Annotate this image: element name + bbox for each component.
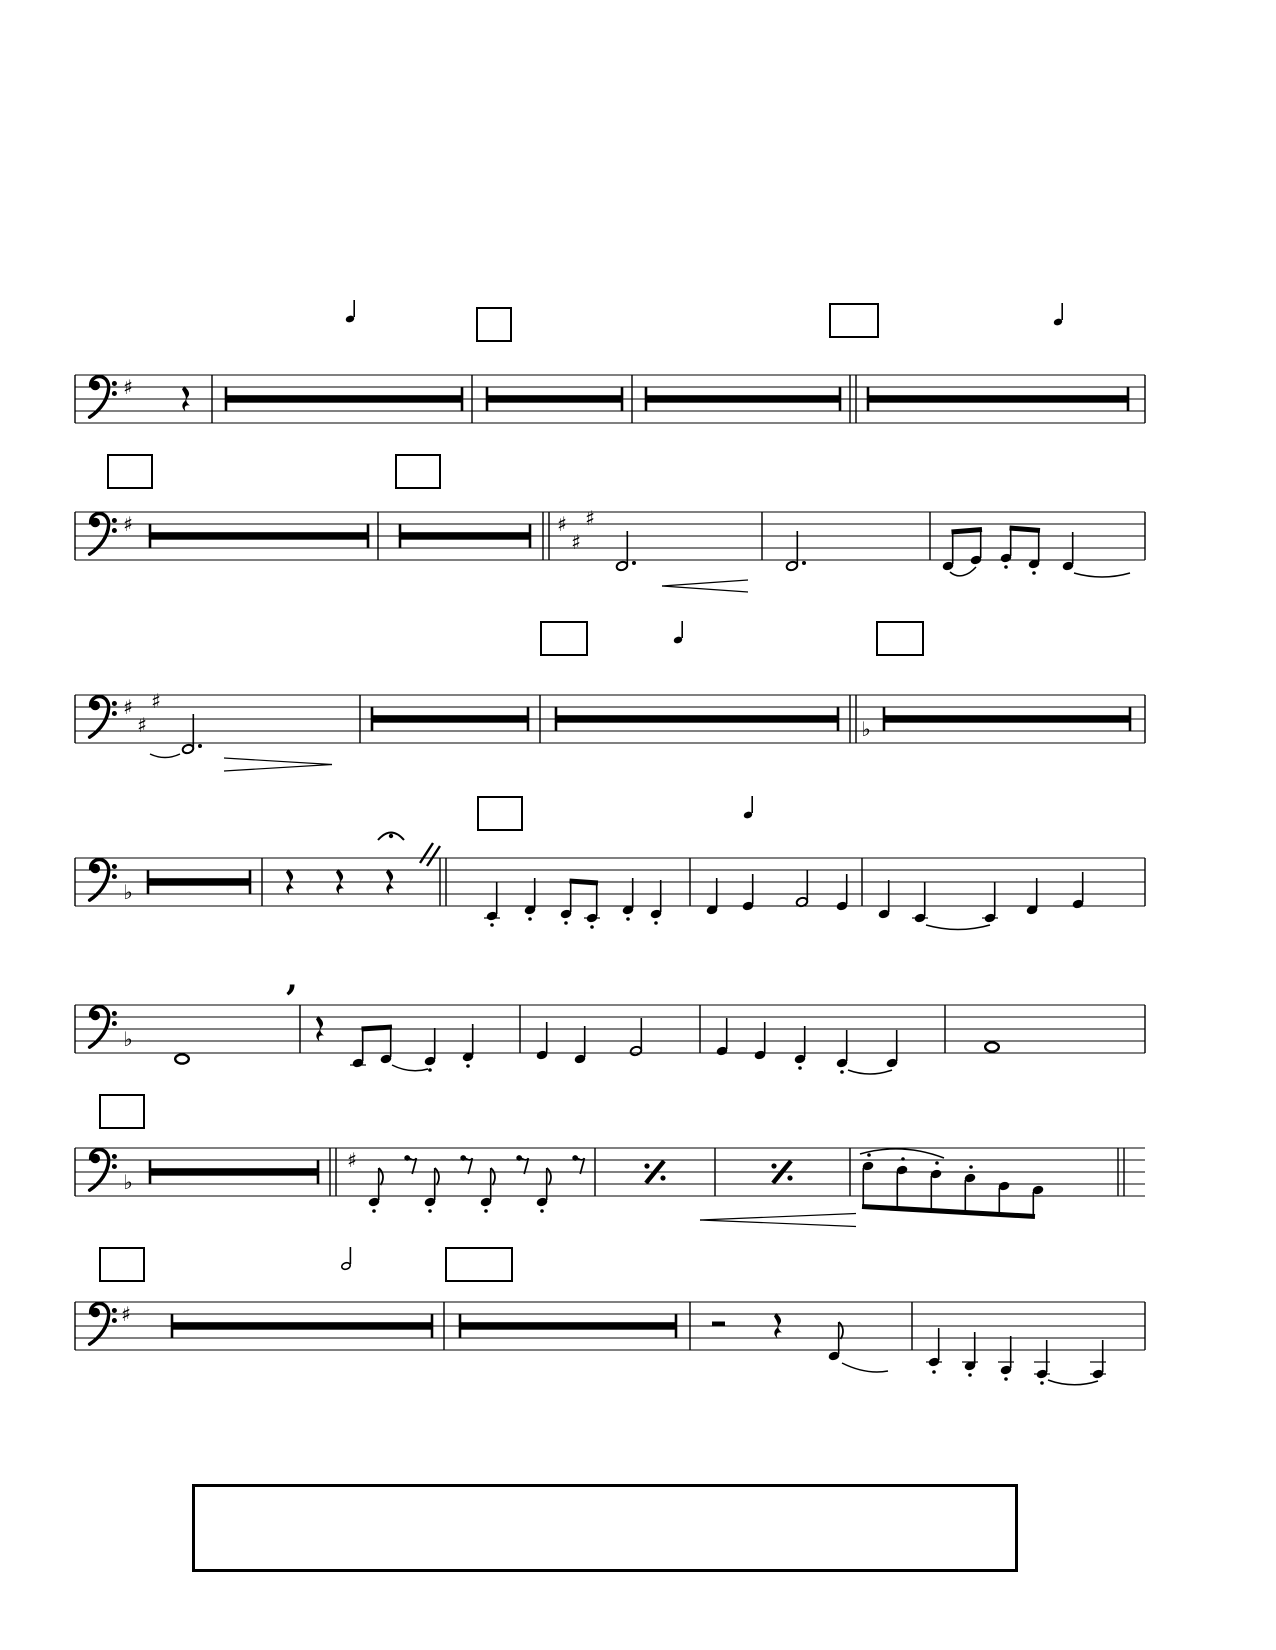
half-rest-icon — [712, 1322, 725, 1327]
multirest-107-111 — [460, 1314, 676, 1338]
tempo-marking — [341, 1247, 351, 1270]
system-1 — [0, 290, 1276, 465]
quarter-note-icon — [1053, 303, 1063, 326]
system-2 — [0, 445, 1276, 615]
multirest-23-35 — [868, 387, 1128, 411]
multirest-89-94 — [150, 1160, 318, 1184]
svg-text:♯: ♯ — [151, 689, 161, 713]
tempo-marking — [673, 621, 683, 644]
sharp-icon: ♯ — [123, 512, 133, 536]
rehearsal-mark-99 — [100, 1248, 144, 1281]
notes-group — [828, 1322, 1106, 1385]
multirest-69-77 — [884, 707, 1130, 731]
tempo-marking — [345, 300, 355, 323]
svg-text:♯: ♯ — [585, 506, 595, 530]
notes-group — [616, 527, 1130, 577]
half-note-icon — [341, 1247, 351, 1270]
system-6 — [0, 1090, 1276, 1250]
key-signature-3-sharps — [557, 506, 595, 554]
sharp-icon: ♯ — [123, 375, 133, 399]
system-4 — [0, 790, 1276, 965]
rehearsal-mark-107 — [446, 1248, 512, 1281]
notes-group — [182, 714, 202, 754]
rehearsal-mark-81 — [478, 797, 522, 830]
multirest-1-8 — [226, 387, 462, 411]
multirest-78-79 — [148, 870, 250, 894]
quarter-note-icon — [673, 621, 683, 644]
multirest-9-10 — [487, 387, 622, 411]
crescendo-hairpin — [700, 1214, 856, 1227]
quarter-note-icon — [743, 796, 753, 819]
tie — [1074, 573, 1130, 577]
svg-text:♯: ♯ — [123, 695, 133, 719]
multirest-11-22 — [646, 387, 840, 411]
notes-group — [484, 870, 1084, 930]
flat-icon: ♭ — [861, 717, 871, 741]
decrescendo-hairpin — [224, 758, 332, 771]
system-3 — [0, 615, 1276, 795]
rehearsal-mark-69 — [877, 622, 923, 655]
multirest-99-106 — [172, 1314, 432, 1338]
license-notice — [192, 1484, 1018, 1572]
breath-mark-icon: , — [286, 960, 298, 999]
tempo-marking-2 — [1053, 303, 1063, 326]
tie — [150, 754, 180, 758]
crescendo-hairpin — [662, 580, 748, 592]
tempo-marking — [743, 796, 753, 819]
multirest-36-44 — [150, 524, 368, 548]
sharp-icon: ♯ — [347, 1148, 357, 1172]
fermata-icon — [378, 833, 404, 841]
rehearsal-mark-45 — [396, 455, 440, 488]
caesura-icon — [420, 843, 440, 866]
notes-group — [860, 1149, 1044, 1217]
svg-text:♯: ♯ — [571, 530, 581, 554]
system-7 — [0, 1243, 1276, 1418]
flat-icon: ♭ — [123, 1170, 133, 1194]
rehearsal-mark-89 — [100, 1095, 144, 1128]
rehearsal-mark-58 — [541, 622, 587, 655]
quarter-note-icon — [345, 300, 355, 323]
notes-group — [350, 1018, 999, 1074]
svg-text:♯: ♯ — [137, 713, 147, 737]
sharp-icon: ♯ — [121, 1302, 131, 1326]
flat-icon: ♭ — [123, 880, 133, 904]
svg-text:♯: ♯ — [557, 512, 567, 536]
rehearsal-mark-9 — [477, 308, 511, 341]
multirest-58-68 — [556, 707, 838, 731]
key-signature-3-sharps — [123, 689, 161, 737]
flat-icon: ♭ — [123, 1027, 133, 1051]
rehearsal-mark-36 — [108, 455, 152, 488]
whole-note — [175, 1054, 189, 1063]
multirest-53-57 — [372, 707, 528, 731]
multirest-45-48 — [400, 524, 530, 548]
rehearsal-mark-23 — [830, 304, 878, 337]
